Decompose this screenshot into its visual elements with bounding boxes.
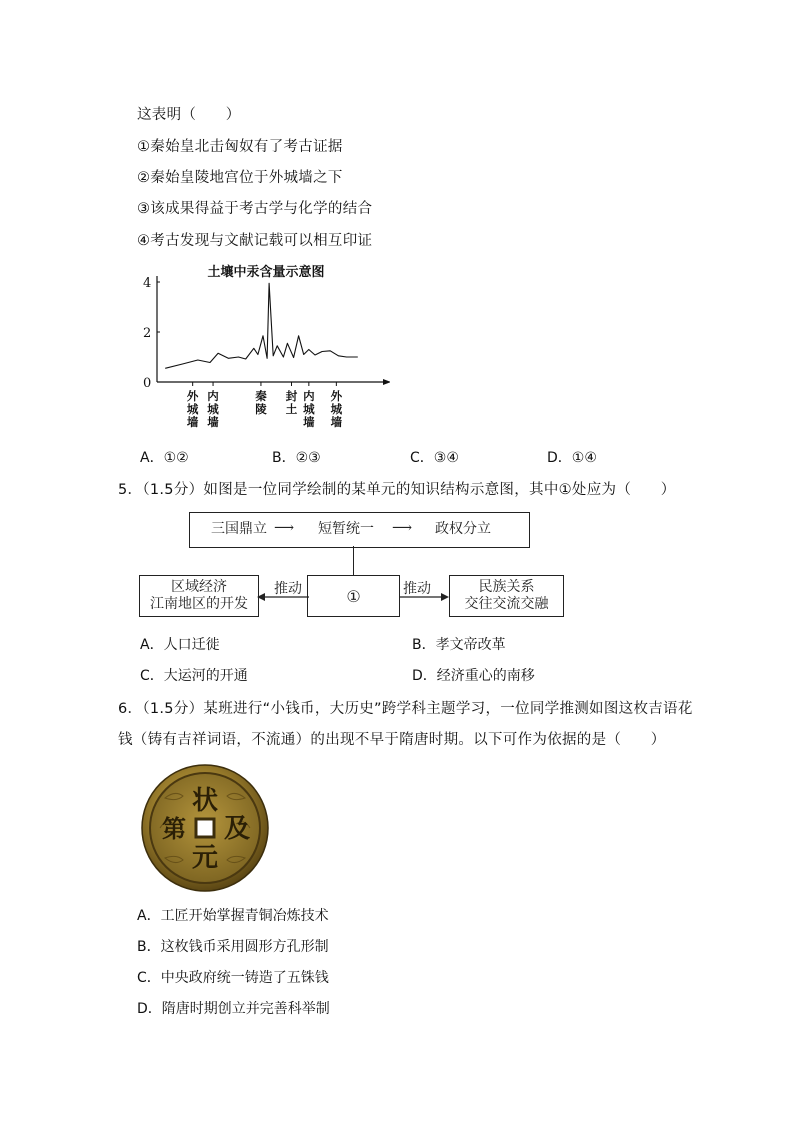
- x-tick-label: 墙: [207, 415, 219, 429]
- coin-char-right: 及: [223, 814, 251, 844]
- coin-char-top: 状: [191, 786, 219, 816]
- y-tick-label: 2: [143, 326, 152, 341]
- q5-option-b[interactable]: B．孝文帝改革: [412, 637, 506, 653]
- x-tick-label: 陵: [255, 402, 267, 416]
- mercury-series-line: [165, 283, 358, 368]
- q6-option-c[interactable]: C．中央政府统一铸造了五铢钱: [137, 970, 329, 986]
- q4-statement-3: ③该成果得益于考古学与化学的结合: [137, 201, 373, 217]
- q6-stem-line1: 6．（1.5分）某班进行“小钱币，大历史”跨学科主题学习，一位同学推测如图这枚吉语花: [118, 701, 693, 717]
- q4-statement-1: ①秦始皇北击匈奴有了考古证据: [137, 139, 343, 155]
- q4-option-a[interactable]: A．①②: [140, 450, 189, 466]
- q5-left-box-line1: 区域经济: [171, 579, 227, 595]
- arrow-right-icon: ⟶: [274, 520, 295, 536]
- q5-right-arrow-label: 推动: [403, 581, 431, 597]
- q5-stem: 5．（1.5分）如图是一位同学绘制的某单元的知识结构示意图，其中①处应为（ ）: [118, 482, 676, 498]
- q5-right-box-line2: 交往交流交融: [464, 596, 549, 612]
- q4-statement-2: ②秦始皇陵地宫位于外城墙之下: [137, 170, 343, 186]
- q5-option-d[interactable]: D．经济重心的南移: [412, 668, 535, 684]
- x-tick-label: 城: [303, 402, 315, 416]
- q5-top-item-2: 短暂统一: [318, 521, 374, 537]
- q6-option-a[interactable]: A．工匠开始掌握青铜冶炼技术: [137, 908, 329, 924]
- q4-option-d[interactable]: D．①④: [547, 450, 597, 466]
- x-tick-label: 城: [207, 402, 219, 416]
- x-tick-label: 墙: [330, 415, 343, 429]
- q5-top-item-1: 三国鼎立: [211, 521, 267, 537]
- x-tick-label: 外: [186, 389, 199, 403]
- y-tick-label: 0: [143, 376, 152, 391]
- x-tick-label: 土: [285, 402, 298, 416]
- q6-option-b[interactable]: B．这枚钱币采用圆形方孔形制: [137, 939, 329, 955]
- q4-stem-tail: 这表明（ ）: [137, 107, 241, 123]
- q4-statement-4: ④考古发现与文献记载可以相互印证: [137, 233, 373, 249]
- q6-stem-line2: 钱（铸有吉祥词语，不流通）的出现不早于隋唐时期。以下可作为依据的是（ ）: [118, 732, 666, 748]
- x-tick-label: 墙: [186, 415, 199, 429]
- q5-left-arrow-label: 推动: [274, 581, 302, 597]
- q5-right-box-line1: 民族关系: [478, 579, 535, 595]
- q5-left-box: [139, 575, 259, 617]
- q4-option-c[interactable]: C．③④: [410, 450, 459, 466]
- x-tick-label: 墙: [303, 415, 315, 429]
- mercury-chart: [130, 258, 390, 436]
- x-tick-label: 秦: [255, 389, 267, 403]
- x-tick-label: 内: [207, 389, 219, 403]
- x-tick-label: 封: [285, 389, 298, 403]
- q5-connector: [353, 546, 354, 576]
- arrow-right-icon: ⟶: [392, 520, 413, 536]
- x-axis-arrow: [383, 379, 390, 385]
- q5-center-box-label: ①: [346, 586, 361, 606]
- chart-title: 土壤中汞含量示意图: [207, 265, 325, 280]
- mercury-chart-svg: [130, 258, 390, 436]
- x-tick-label: 内: [303, 389, 315, 403]
- q6-option-d[interactable]: D．隋唐时期创立并完善科举制: [137, 1001, 330, 1017]
- q5-option-a[interactable]: A．人口迁徙: [140, 637, 220, 653]
- coin-char-left: 第: [162, 814, 186, 843]
- q5-left-box-line2: 江南地区的开发: [150, 596, 248, 612]
- coin-char-bottom: 元: [191, 843, 219, 873]
- x-tick-label: 外: [330, 389, 343, 403]
- coin-image: [140, 763, 270, 893]
- q5-option-c[interactable]: C．大运河的开通: [140, 668, 248, 684]
- x-tick-label: 城: [330, 402, 343, 416]
- q5-right-box: [449, 575, 564, 617]
- q5-timeline-box: [189, 512, 530, 548]
- x-tick-label: 城: [186, 402, 199, 416]
- y-tick-label: 4: [143, 276, 152, 291]
- q5-top-item-3: 政权分立: [435, 521, 491, 537]
- q5-center-box: [307, 575, 400, 617]
- q4-option-b[interactable]: B．②③: [272, 450, 321, 466]
